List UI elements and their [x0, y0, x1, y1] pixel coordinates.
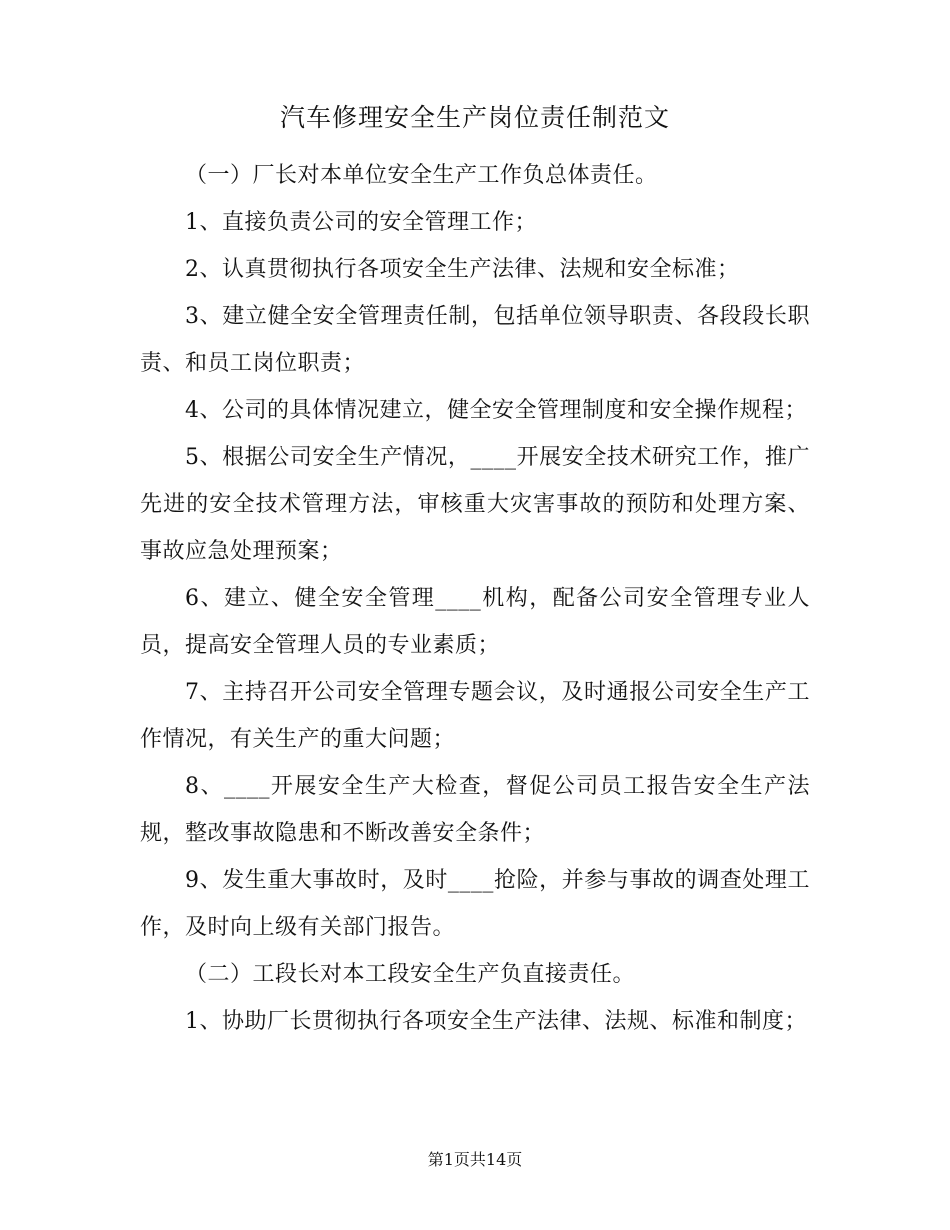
paragraph-item: 7、主持召开公司安全管理专题会议，及时通报公司安全生产工作情况，有关生产的重大问题；: [140, 680, 810, 752]
paragraph-item: 1、协助厂长贯彻执行各项安全生产法律、法规、标准和制度；: [185, 1009, 807, 1034]
paragraph-item: 5、根据公司安全生产情况，____开展安全技术研究工作，推广先进的安全技术管理方法，审核重大灾害事故的预防和处理方案、事故应急处理预案；: [140, 445, 810, 564]
page-number-footer: 第1页共14页: [427, 1150, 523, 1169]
section-heading-1: （一）厂长对本单位安全生产工作负总体责任。: [185, 163, 658, 188]
paragraph-item: 3、建立健全安全管理责任制，包括单位领导职责、各段段长职责、和员工岗位职责；: [140, 304, 810, 376]
paragraph-item: 2、认真贯彻执行各项安全生产法律、法规和安全标准；: [185, 257, 740, 282]
document-title: 汽车修理安全生产岗位责任制范文: [279, 103, 670, 132]
paragraph-item: 8、____开展安全生产大检查，督促公司员工报告安全生产法规，整改事故隐患和不断改善安全条件；: [140, 774, 810, 846]
paragraph-item: 4、公司的具体情况建立，健全安全管理制度和安全操作规程；: [185, 398, 807, 423]
paragraph-item: 9、发生重大事故时，及时____抢险，并参与事故的调查处理工作，及时向上级有关部门报告。: [140, 868, 810, 940]
paragraph-item: 6、建立、健全安全管理____机构，配备公司安全管理专业人员，提高安全管理人员的专业素质；: [140, 586, 810, 658]
section-heading-2: （二）工段长对本工段安全生产负直接责任。: [185, 962, 636, 987]
document-body: [140, 152, 810, 1045]
paragraph-item: 1、直接负责公司的安全管理工作；: [185, 210, 537, 235]
